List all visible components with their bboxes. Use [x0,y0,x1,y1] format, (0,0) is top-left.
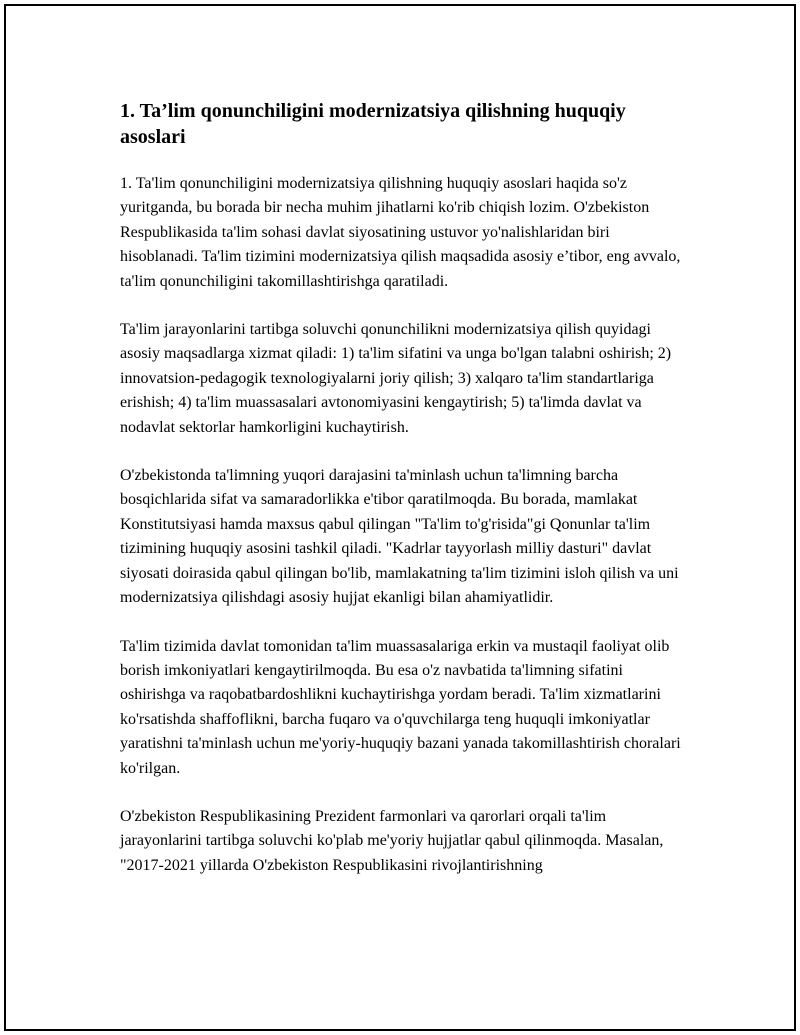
paragraph-2: Ta'lim jarayonlarini tartibga soluvchi qonunchilikni modernizatsiya qilish quyidagi asosiy maqsadlarga xizmat qiladi: 1) ta'lim sifatini va unga bo'lgan talabni oshirish; 2) innovatsion-pedagogik texnologiyalarni joriy qilish; 3) xalqaro ta'lim standartlariga erishish; 4) ta'lim muassasalari avtonomiyasini kengaytirish; 5) ta'limda davlat va nodavlat sektorlar hamkorligini kuchaytirish. [120,321,672,436]
paragraph-5: O'zbekiston Respublikasining Prezident farmonlari va qarorlari orqali ta'lim jarayonlarini tartibga soluvchi ko'plab me'yoriy hujjatlar qabul qilinmoqda. Masalan, "2017-2021 yillarda O'zbekiston Respublikasini rivojlantirishning [120,807,664,874]
paragraph-4: Ta'lim tizimida davlat tomonidan ta'lim muassasalariga erkin va mustaqil faoliyat olib borish imkoniyatlari kengaytirilmoqda. Bu esa o'z navbatida ta'limning sifatini oshirishga va raqobatbardoshlikni kuchaytirishga yordam beradi. Ta'lim xizmatlarini ko'rsatishda shaffoflikni, barcha fuqaro va o'quvchilarga teng huquqli imkoniyatlar yaratishni ta'minlash uchun me'yoriy-huquqiy bazani yanada takomillashtirish choralari ko'rilgan. [120,637,681,777]
paragraph-3: O'zbekistonda ta'limning yuqori darajasini ta'minlash uchun ta'limning barcha bosqichlarida sifat va samaradorlikka e'tibor qaratilmoqda. Bu borada, mamlakat Konstitutsiyasi hamda maxsus qabul qilingan "Ta'lim to'g'risida"gi Qonunlar ta'lim tizimining huquqiy asosini tashkil qiladi. "Kadrlar tayyorlash milliy dasturi" davlat siyosati doirasida qabul qilingan bo'lib, mamlakatning ta'lim tizimini isloh qilish va uni modernizatsiya qilishdagi asosiy hujjat ekanligi bilan ahamiyatlidir. [120,467,679,607]
page-frame [4,4,796,1031]
paragraph-1: 1. Ta'lim qonunchiligini modernizatsiya qilishning huquqiy asoslari haqida so'z yuritganda, bu borada bir necha muhim jihatlarni ko'rib chiqish lozim. O'zbekiston Respublikasida ta'lim sohasi davlat siyosatining ustuvor yo'nalishlaridan biri hisoblanadi. Ta'lim tizimini modernizatsiya qilish maqsadida asosiy e’tibor, eng avvalo, ta'lim qonunchiligini takomillashtirishga qaratiladi. [120,175,681,290]
document-body [120,98,690,902]
document-title: 1. Ta’lim qonunchiligini modernizatsiya qilishning huquqiy asoslari [120,100,626,148]
